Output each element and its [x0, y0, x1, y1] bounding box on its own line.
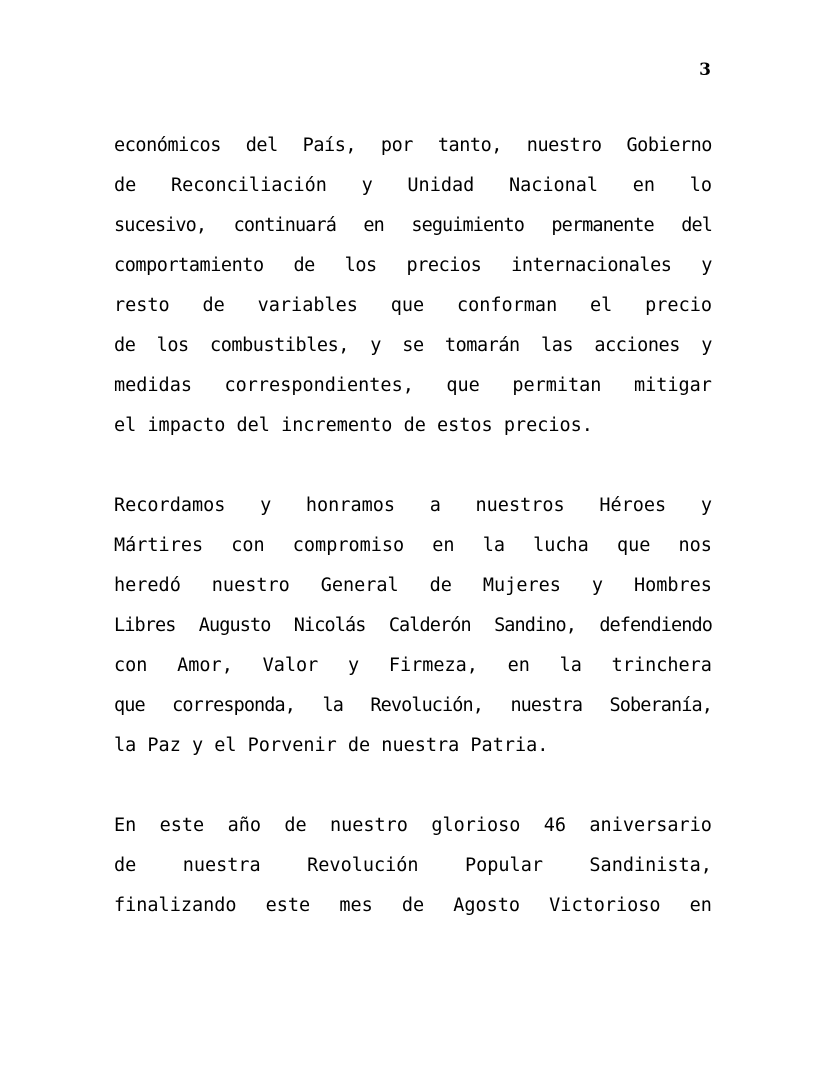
- word: Revolución: [307, 855, 419, 876]
- word: internacionales: [511, 255, 672, 276]
- word: Calderón: [388, 615, 471, 636]
- word: por: [380, 135, 413, 156]
- word: de: [114, 855, 137, 876]
- text-line: [114, 806, 712, 846]
- word: y: [361, 175, 373, 196]
- word: en: [689, 895, 712, 916]
- word: este: [265, 895, 311, 916]
- word: lo: [689, 175, 712, 196]
- word: y: [370, 335, 381, 356]
- word: nos: [678, 535, 712, 556]
- word: mitigar: [633, 375, 712, 396]
- word: continuará: [233, 215, 336, 236]
- text-line: [114, 366, 712, 406]
- word: de: [284, 815, 307, 836]
- text-line: [114, 566, 712, 606]
- word: el: [590, 295, 613, 316]
- page-number: 3: [699, 60, 711, 80]
- text-line: [114, 606, 712, 646]
- text-line: la Paz y el Porvenir de nuestra Patria.: [114, 735, 549, 756]
- word: combustibles,: [210, 335, 349, 356]
- word: que: [390, 295, 425, 316]
- word: y: [701, 255, 712, 276]
- word: lucha: [533, 535, 589, 556]
- word: General: [320, 575, 399, 596]
- word: Augusto: [198, 615, 271, 636]
- word: seguimiento: [411, 215, 524, 236]
- word: económicos: [114, 135, 221, 156]
- word: la: [322, 695, 343, 716]
- word: nuestra: [182, 855, 261, 876]
- word: Reconciliación: [170, 175, 327, 196]
- word: Recordamos: [114, 495, 226, 516]
- word: Valor: [262, 655, 319, 676]
- word: y: [700, 495, 712, 516]
- word: mes: [339, 895, 373, 916]
- text-line: [114, 686, 712, 726]
- document-body: [114, 126, 712, 926]
- word: los: [156, 335, 189, 356]
- word: precios: [406, 255, 482, 276]
- word: Revolución,: [370, 695, 483, 716]
- word: corresponda,: [172, 695, 296, 716]
- word: con: [114, 655, 148, 676]
- word: y: [260, 495, 272, 516]
- word: aniversario: [589, 815, 712, 836]
- word: País,: [302, 135, 357, 156]
- word: heredó: [114, 575, 181, 596]
- word: nuestro: [211, 575, 290, 596]
- word: glorioso: [431, 815, 521, 836]
- word: Nicolás: [293, 615, 366, 636]
- word: comportamiento: [114, 255, 264, 276]
- word: en: [363, 215, 384, 236]
- word: Hombres: [633, 575, 712, 596]
- paragraph: [114, 126, 712, 446]
- word: finalizando: [114, 895, 237, 916]
- word: y: [347, 655, 360, 676]
- word: nuestra: [510, 695, 583, 716]
- word: Amor,: [177, 655, 233, 676]
- paragraph: [114, 486, 712, 766]
- word: Firmeza,: [388, 655, 478, 676]
- text-line: [114, 846, 712, 886]
- word: Agosto: [453, 895, 521, 916]
- word: trinchera: [611, 655, 712, 676]
- word: tanto,: [437, 135, 502, 156]
- word: Sandino,: [494, 615, 576, 636]
- word: año: [227, 815, 261, 836]
- word: Soberanía,: [609, 695, 712, 716]
- word: de: [202, 295, 225, 316]
- word: de: [293, 255, 315, 276]
- word: acciones: [594, 335, 680, 356]
- word: los: [344, 255, 377, 276]
- text-line: [114, 646, 712, 686]
- word: permitan: [512, 375, 602, 396]
- word: la: [559, 655, 582, 676]
- word: Mujeres: [482, 575, 561, 596]
- word: Libres: [114, 615, 176, 636]
- word: con: [231, 535, 265, 556]
- word: de: [114, 175, 137, 196]
- word: en: [632, 175, 656, 196]
- text-line: [114, 326, 712, 366]
- word: Popular: [465, 855, 543, 876]
- word: Nacional: [508, 175, 599, 196]
- word: del: [245, 135, 278, 156]
- text-line: [114, 886, 712, 926]
- word: la: [482, 535, 505, 556]
- word: de: [401, 895, 425, 916]
- word: que: [114, 695, 145, 716]
- text-line: [114, 166, 712, 206]
- word: de: [114, 335, 136, 356]
- word: las: [541, 335, 574, 356]
- word: a: [429, 495, 441, 516]
- text-line: [114, 526, 712, 566]
- word: conforman: [456, 295, 558, 316]
- text-line: [114, 486, 712, 526]
- word: nuestro: [526, 135, 602, 156]
- word: sucesivo,: [114, 215, 207, 236]
- word: Héroes: [599, 495, 667, 516]
- word: que: [616, 535, 651, 556]
- word: nuestros: [475, 495, 565, 516]
- word: honramos: [305, 495, 396, 516]
- text-line: [114, 206, 712, 246]
- word: se: [402, 335, 424, 356]
- word: de: [429, 575, 452, 596]
- word: permanente: [551, 215, 654, 236]
- word: que: [446, 375, 480, 396]
- word: En: [114, 815, 137, 836]
- word: nuestro: [329, 815, 408, 836]
- word: del: [681, 215, 712, 236]
- word: y: [591, 575, 603, 596]
- word: Sandinista,: [589, 855, 712, 876]
- word: Mártires: [114, 535, 204, 556]
- word: medidas: [114, 375, 192, 396]
- word: 46: [543, 815, 567, 836]
- paragraph: [114, 806, 712, 926]
- word: este: [159, 815, 205, 836]
- word: precio: [645, 295, 712, 316]
- text-line: el impacto del incremento de estos precios.: [114, 415, 593, 436]
- word: compromiso: [292, 535, 405, 556]
- word: Unidad: [407, 175, 475, 196]
- word: en: [432, 535, 455, 556]
- word: Gobierno: [626, 135, 712, 156]
- word: resto: [114, 295, 170, 316]
- word: y: [701, 335, 712, 356]
- word: defendiendo: [599, 615, 712, 636]
- word: en: [507, 655, 530, 676]
- text-line: [114, 126, 712, 166]
- text-line: [114, 286, 712, 326]
- word: variables: [257, 295, 358, 316]
- word: tomarán: [444, 335, 520, 356]
- word: Victorioso: [549, 895, 661, 916]
- text-line: [114, 246, 712, 286]
- word: correspondientes,: [224, 375, 414, 396]
